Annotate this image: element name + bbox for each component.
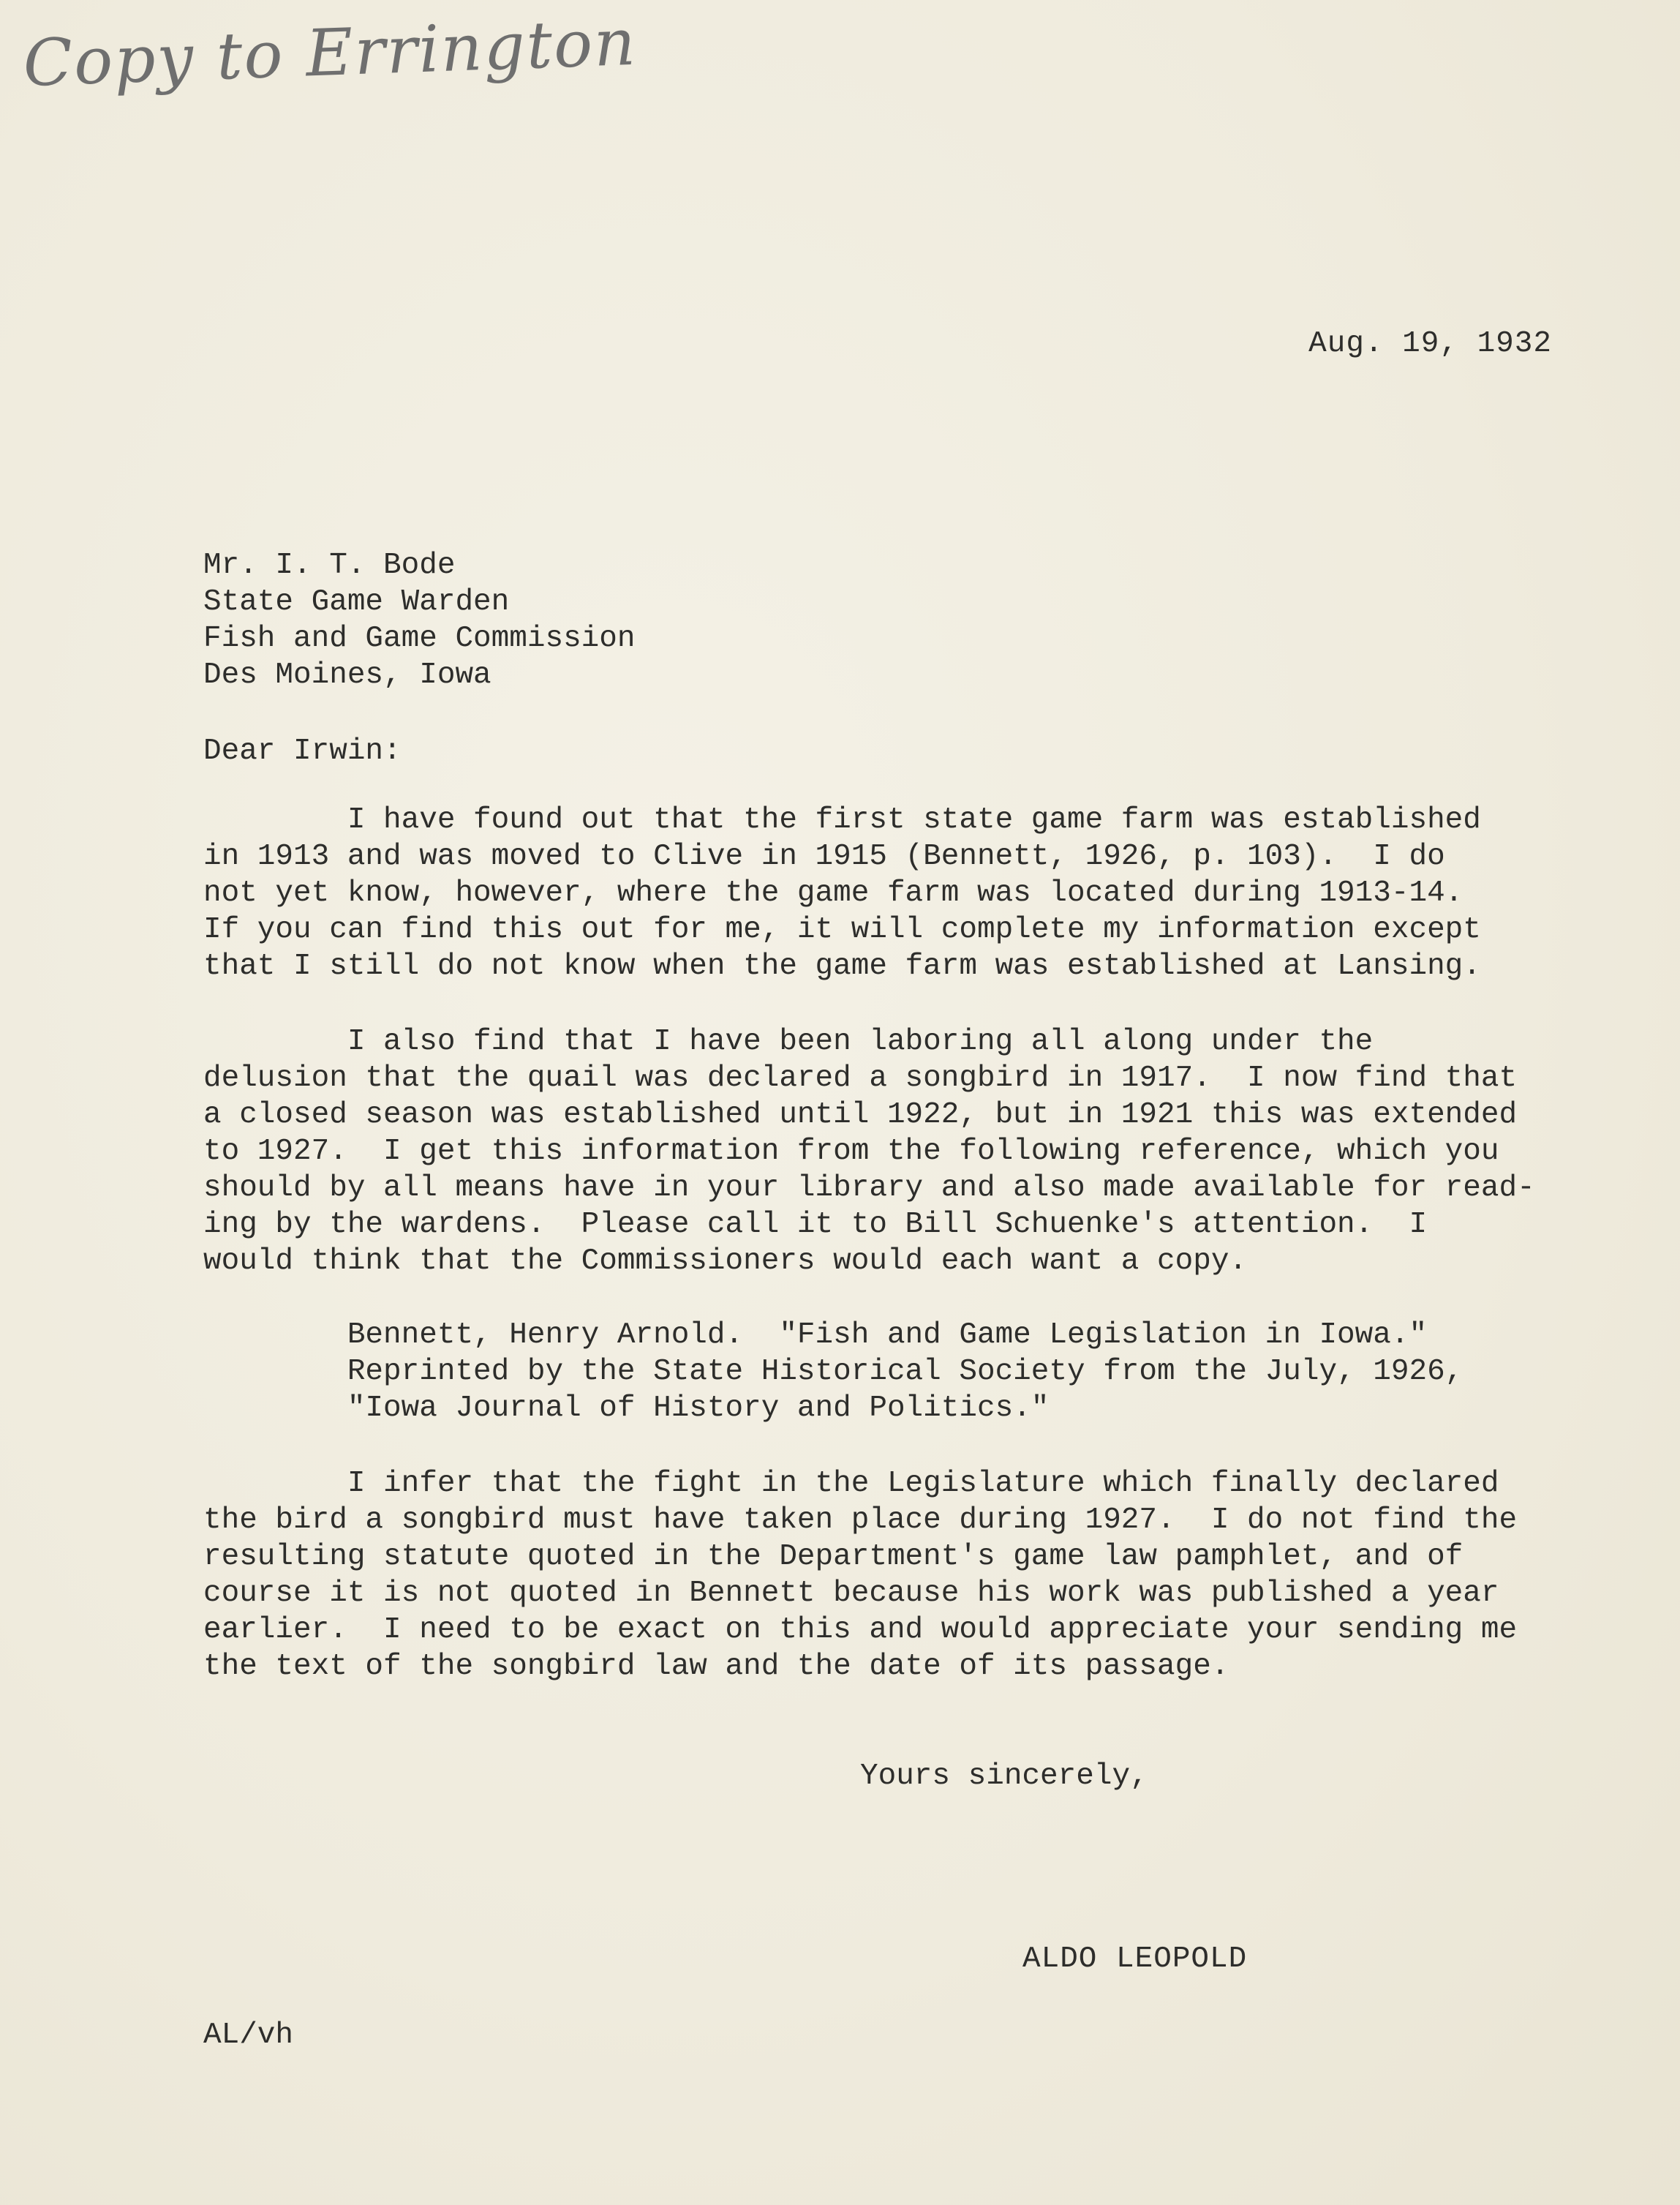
paragraph-line: in 1913 and was moved to Clive in 1915 (Bennett, 1926, p. 103). I do: [203, 840, 1445, 874]
signature: ALDO LEOPOLD: [1022, 1942, 1248, 1976]
paragraph-2: [203, 1023, 1535, 1280]
paragraph-line: should by all means have in your library and also made available for read-: [203, 1171, 1535, 1205]
paragraph-line: would think that the Commissioners would each want a copy.: [203, 1244, 1248, 1278]
paragraph-line: Bennett, Henry Arnold. "Fish and Game Legislation in Iowa.": [203, 1318, 1428, 1352]
recipient-city: Des Moines, Iowa: [203, 658, 491, 692]
recipient-organization: Fish and Game Commission: [203, 622, 636, 656]
paragraph-line: course it is not quoted in Bennett because his work was published a year: [203, 1577, 1499, 1610]
closing: Yours sincerely,: [860, 1759, 1148, 1793]
reference-citation: [203, 1317, 1463, 1427]
recipient-name: Mr. I. T. Bode: [203, 549, 456, 582]
paragraph-line: delusion that the quail was declared a songbird in 1917. I now find that: [203, 1062, 1518, 1095]
letter-date: Aug. 19, 1932: [1308, 327, 1552, 361]
paragraph-line: the text of the songbird law and the date of its passage.: [203, 1650, 1229, 1683]
recipient-address: [203, 547, 636, 694]
paragraph-line: a closed season was established until 1922, but in 1921 this was extended: [203, 1098, 1518, 1132]
paragraph-4: [203, 1465, 1517, 1685]
paragraph-line: If you can find this out for me, it will complete my information except: [203, 913, 1481, 947]
paragraph-line: that I still do not know when the game farm was established at Lansing.: [203, 950, 1481, 983]
paragraph-1: [203, 802, 1481, 985]
paragraph-line: the bird a songbird must have taken place during 1927. I do not find the: [203, 1503, 1518, 1537]
recipient-title: State Game Warden: [203, 585, 510, 619]
paragraph-line: I also find that I have been laboring all along under the: [203, 1025, 1374, 1059]
paragraph-line: to 1927. I get this information from the following reference, which you: [203, 1135, 1499, 1168]
paragraph-line: earlier. I need to be exact on this and would appreciate your sending me: [203, 1613, 1518, 1647]
paragraph-line: I have found out that the first state game farm was established: [203, 803, 1481, 837]
paragraph-line: resulting statute quoted in the Department's game law pamphlet, and of: [203, 1540, 1464, 1574]
typist-initials: AL/vh: [203, 2018, 294, 2052]
paragraph-line: ing by the wardens. Please call it to Bill Schuenke's attention. I: [203, 1208, 1428, 1242]
handwritten-note: Copy to Errington: [22, 4, 639, 101]
paragraph-line: not yet know, however, where the game farm was located during 1913-14.: [203, 876, 1464, 910]
paragraph-line: I infer that the fight in the Legislature which finally declared: [203, 1467, 1499, 1500]
paragraph-line: Reprinted by the State Historical Society from the July, 1926,: [203, 1355, 1464, 1389]
paragraph-line: "Iowa Journal of History and Politics.": [203, 1391, 1050, 1425]
salutation: Dear Irwin:: [203, 735, 402, 768]
